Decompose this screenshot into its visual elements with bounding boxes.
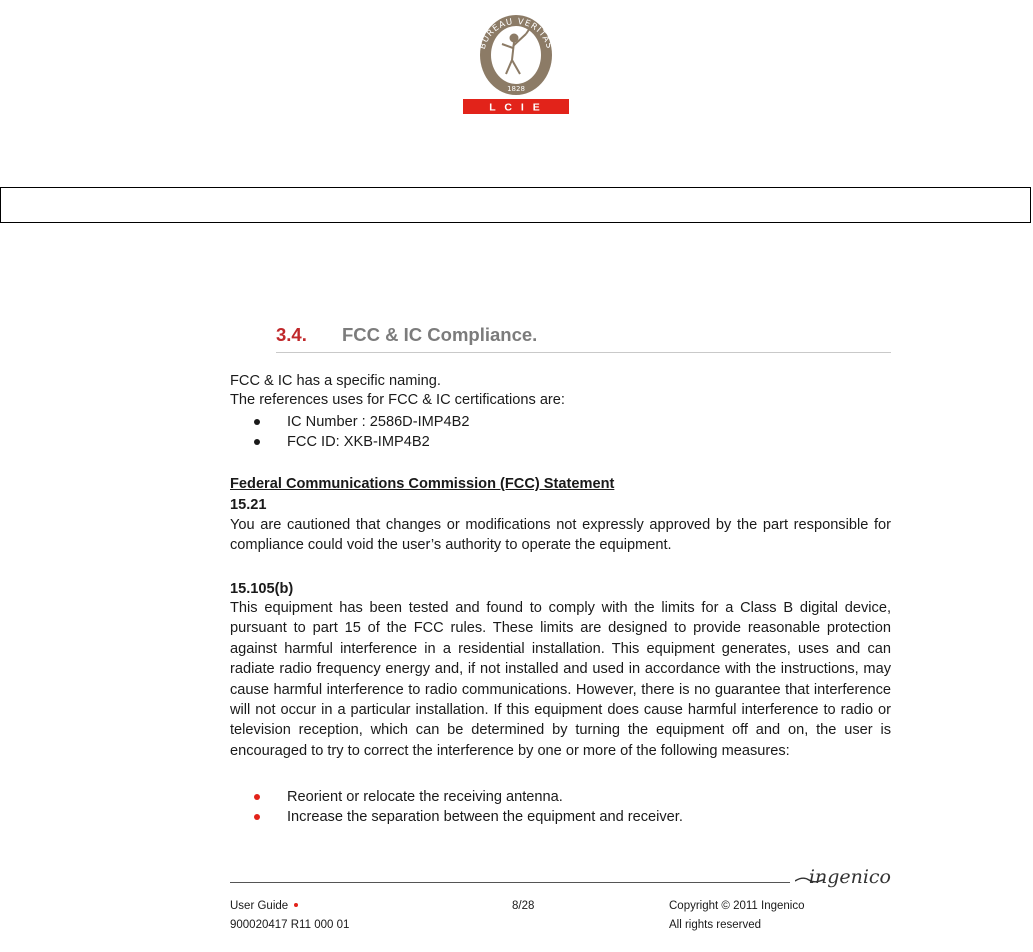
footer-doc-ref: 900020417 R11 000 01	[230, 919, 350, 931]
list-item: IC Number : 2586D-IMP4B2	[252, 413, 470, 433]
clause-15-21: 15.21	[230, 497, 267, 513]
ingenico-logo: ingenico	[808, 866, 891, 888]
clause-15-105b-text: This equipment has been tested and found to comply with the limits for a Class B digital device, pursuant to part 15 of the FCC rules. These limits are designed to provide reasonable protection against harmful interference in a residential installation. This equipment generates, uses and can radiate radio frequency energy and, if not installed and used in accordance with the instructions, may cause harmful interference to radio communications. However, there is no guarantee that interference will not occur in a particular installation. If this equipment does cause harmful interference to radio or television reception, which can be determined by turning the equipment off and on, the user is encouraged to try to correct the interference by one or more of the following measures:	[230, 600, 891, 759]
reference-list	[252, 413, 470, 453]
intro-line-2: The references uses for FCC & IC certifications are:	[230, 392, 565, 408]
logo-seal-icon	[462, 8, 570, 116]
footer-rule	[230, 882, 790, 883]
footer-doc-type: User Guide	[230, 900, 298, 912]
header-box	[0, 187, 1031, 223]
bureau-veritas-lcie-logo	[462, 8, 570, 116]
footer-copyright: Copyright © 2011 Ingenico	[669, 900, 805, 912]
clause-15-105b: 15.105(b)	[230, 581, 294, 597]
list-item: Reorient or relocate the receiving antenna.	[252, 788, 683, 808]
page-footer	[230, 866, 891, 936]
fcc-heading: Federal Communications Commission (FCC) Statement	[230, 476, 615, 492]
section-title: FCC & IC Compliance.	[342, 324, 538, 345]
measures-list	[252, 788, 683, 828]
section-heading	[276, 324, 891, 353]
list-item: Increase the separation between the equipment and receiver.	[252, 808, 683, 828]
footer-page-number: 8/28	[512, 900, 535, 912]
list-item: FCC ID: XKB-IMP4B2	[252, 433, 470, 453]
red-dot-icon	[294, 903, 298, 907]
svg-text:1828: 1828	[507, 85, 525, 93]
clause-15-21-text: You are cautioned that changes or modifications not expressly approved by the part responsible for compliance could void the user’s authority to operate the equipment.	[230, 517, 891, 553]
intro-line-1: FCC & IC has a specific naming.	[230, 373, 441, 389]
svg-text:L C I E: L C I E	[489, 101, 543, 114]
footer-rights: All rights reserved	[669, 919, 762, 931]
section-number: 3.4.	[276, 324, 307, 345]
svg-text:BUREAU VERITAS: BUREAU VERITAS	[477, 16, 555, 51]
